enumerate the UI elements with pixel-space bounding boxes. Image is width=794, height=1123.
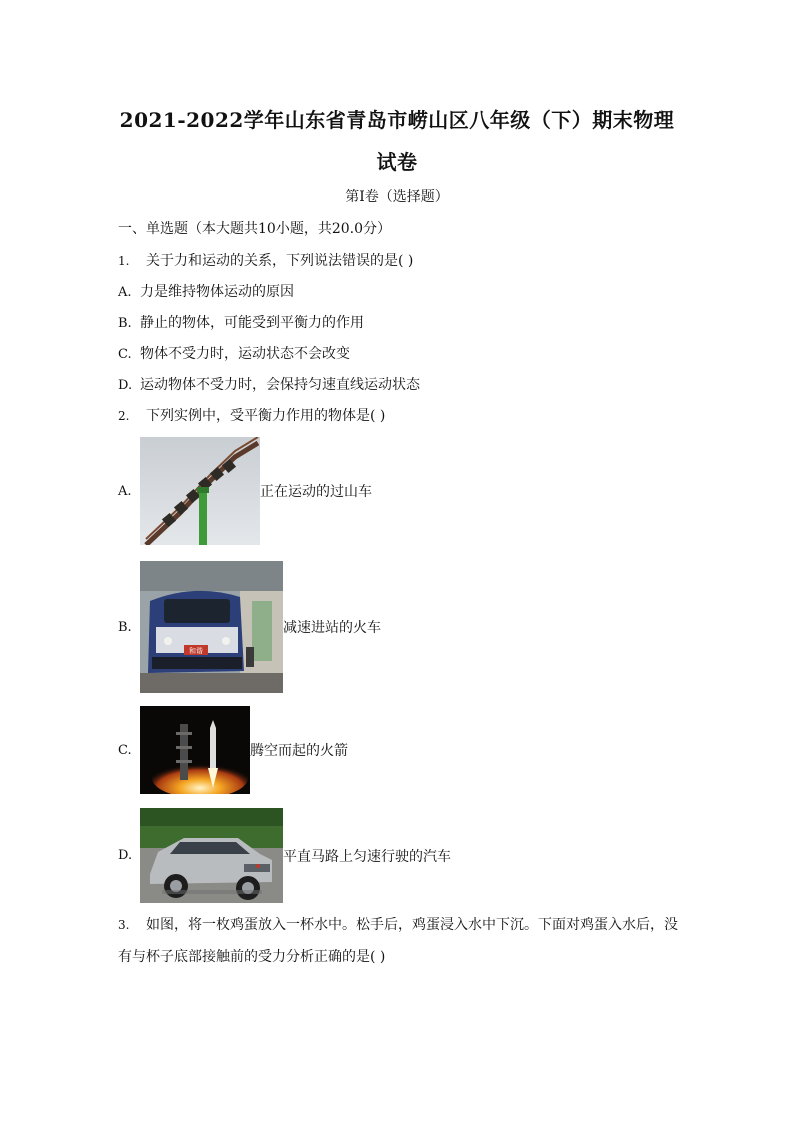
question-stem: 下列实例中，受平衡力作用的物体是( ) [146,408,386,424]
q2-option-d [118,808,451,903]
q1-option-a [118,281,294,301]
suv-car-photo [140,808,283,903]
option-key: A. [118,285,132,300]
question-1 [118,250,413,270]
q1-option-b [118,312,364,332]
option-text: 静止的物体，可能受到平衡力的作用 [140,315,364,331]
question-number: 2. [118,409,130,423]
option-key: A. [118,483,132,499]
exam-title-line2: 试卷 [376,150,418,174]
option-key: B. [118,619,132,635]
volume-label: 第I卷（选择题） [345,189,449,205]
question-stem: 关于力和运动的关系，下列说法错误的是( ) [146,253,414,269]
option-key: B. [118,316,132,331]
option-key: D. [118,378,133,393]
option-text: 物体不受力时，运动状态不会改变 [140,346,350,362]
train-logo: 和谐 [189,647,203,655]
question-3 [118,914,678,934]
roller-coaster-photo [140,437,260,545]
question-stem-line1: 如图，将一枚鸡蛋放入一杯水中。松手后，鸡蛋浸入水中下沉。下面对鸡蛋入水后，没 [146,917,678,933]
option-key: D. [118,848,133,863]
option-key: C. [118,347,132,362]
question-number: 3. [118,918,130,932]
rocket-launch-photo [140,706,250,794]
q2-option-a [118,437,372,545]
q2-option-b [118,561,381,693]
option-text: 力是维持物体运动的原因 [140,284,294,300]
option-key: C. [118,742,132,758]
q1-option-c [118,343,350,363]
question-number: 1. [118,254,130,268]
question-stem-line2: 有与杯子底部接触前的受力分析正确的是( ) [118,949,386,965]
question-2 [118,405,385,425]
option-text: 腾空而起的火箭 [250,743,348,759]
exam-title-line1: 2021-2022学年山东省青岛市崂山区八年级（下）期末物理 [119,108,675,132]
option-text: 正在运动的过山车 [260,484,372,500]
train-photo [140,561,283,693]
question-3-continued [118,946,385,966]
section-heading: 一、单选题（本大题共10小题，共20.0分） [118,221,391,237]
q2-option-c [118,706,348,794]
q1-option-d [118,374,420,394]
option-text: 平直马路上匀速行驶的汽车 [283,848,451,865]
option-text: 减速进站的火车 [283,620,381,636]
option-text: 运动物体不受力时，会保持匀速直线运动状态 [140,377,420,393]
